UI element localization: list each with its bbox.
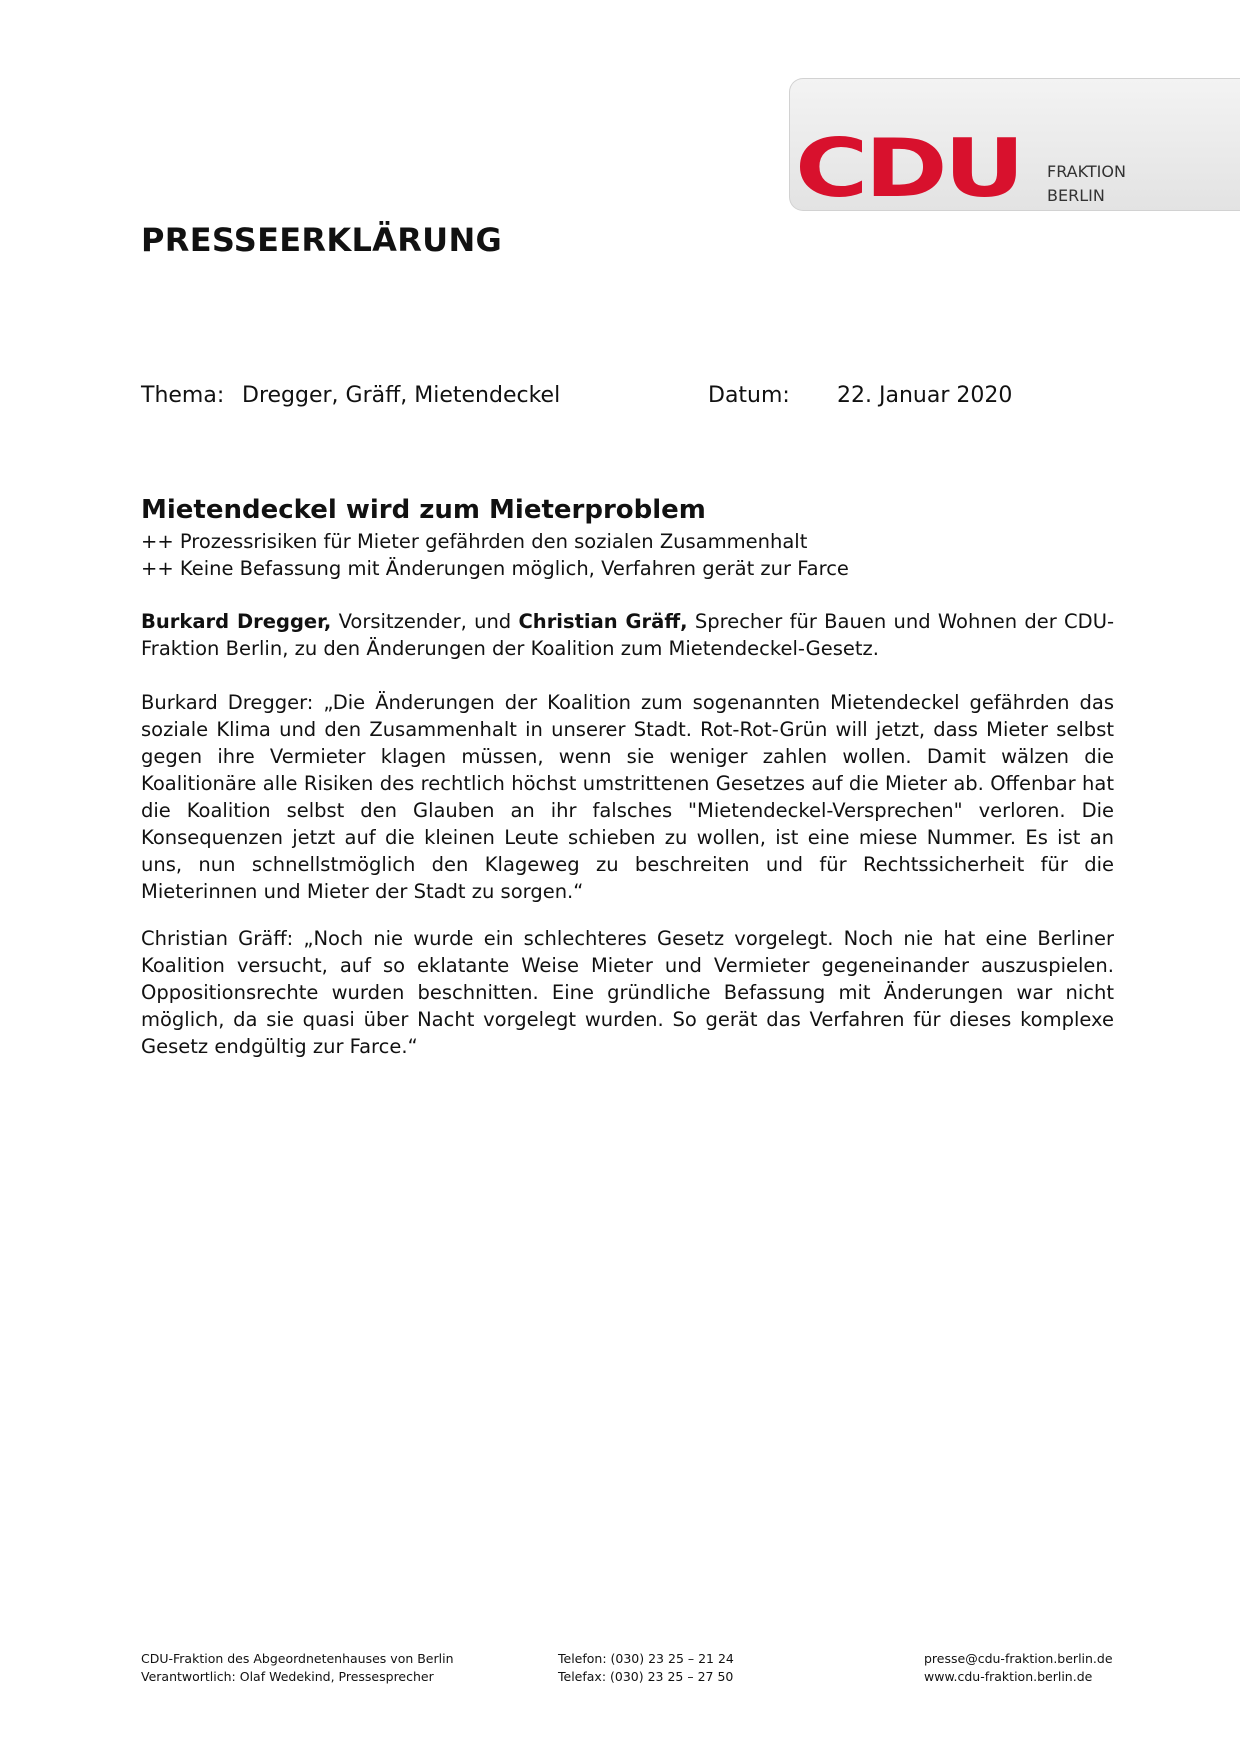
cdu-logo: CDU	[795, 122, 1022, 215]
document-title: PRESSEERKLÄRUNG	[141, 221, 503, 259]
footer-contact-phone	[558, 1650, 734, 1686]
speaker-name-2: Christian Gräff,	[518, 610, 688, 633]
footer-phone: Telefon: (030) 23 25 – 21 24	[558, 1651, 734, 1666]
topic-label: Thema:	[141, 383, 225, 408]
quote-dregger: Burkard Dregger: „Die Änderungen der Koalition zum sogenannten Mietendeckel gefährden das soziale Klima und den Zusammenhalt in unserer Stadt. Rot-Rot-Grün will jetzt, dass Mieter selbst gegen ihre Vermieter klagen müssen, wenn sie weniger zahlen wollen. Damit wälzen die Koalitionäre alle Risiken des rechtlich höchst umstrittenen Gesetzes auf die Mieter ab. Offenbar hat die Koalition selbst den Glauben an ihr falsches "Mietendeckel-Versprechen" verloren. Die Konsequenzen jetzt auf die kleinen Leute schieben zu wollen, ist eine miese Nummer. Es ist an uns, nun schnellstmöglich den Klageweg zu beschreiten und für Rechtssicherheit für die Mieterinnen und Mieter der Stadt zu sorgen.“	[141, 691, 1114, 903]
speaker-name-1: Burkard Dregger,	[141, 610, 332, 633]
logo-subtitle	[1047, 160, 1126, 208]
footer-org-name: CDU-Fraktion des Abgeordnetenhauses von Berlin	[141, 1651, 454, 1666]
footer-organization	[141, 1650, 454, 1686]
logo-subtitle-line-2: BERLIN	[1047, 186, 1105, 205]
footer-responsible: Verantwortlich: Olaf Wedekind, Pressesprecher	[141, 1669, 434, 1684]
intro-text-1: Vorsitzender, und	[331, 610, 519, 633]
footer-fax: Telefax: (030) 23 25 – 27 50	[558, 1669, 734, 1684]
footer-email: presse@cdu-fraktion.berlin.de	[924, 1651, 1113, 1666]
headline: Mietendeckel wird zum Mieterproblem	[141, 495, 706, 525]
topic-value: Dregger, Gräff, Mietendeckel	[242, 383, 561, 408]
logo-subtitle-line-1: FRAKTION	[1047, 162, 1126, 181]
date-value: 22. Januar 2020	[837, 383, 1013, 408]
footer-contact-online	[924, 1650, 1113, 1686]
quote-graeff: Christian Gräff: „Noch nie wurde ein schlechteres Gesetz vorgelegt. Noch nie hat eine Berliner Koalition versucht, auf so eklatante Weise Mieter und Vermieter gegeneinander auszuspielen. Oppositionsrechte wurden beschnitten. Eine gründliche Befassung mit Änderungen war nicht möglich, da sie quasi über Nacht vorgelegt wurden. So gerät das Verfahren für dieses komplexe Gesetz endgültig zur Farce.“	[141, 927, 1114, 1058]
subheadline-1: ++ Prozessrisiken für Mieter gefährden den sozialen Zusammenhalt	[141, 530, 808, 553]
intro-paragraph	[141, 608, 1114, 662]
subheadlines	[141, 528, 849, 582]
intro-text-2: Sprecher für Bauen und Wohnen der CDU-Fraktion Berlin, zu den Änderungen der Koalition zum Mietendeckel-Gesetz.	[141, 610, 1115, 660]
footer-website: www.cdu-fraktion.berlin.de	[924, 1669, 1093, 1684]
date-label: Datum:	[708, 383, 790, 408]
subheadline-2: ++ Keine Befassung mit Änderungen möglich, Verfahren gerät zur Farce	[141, 557, 849, 580]
